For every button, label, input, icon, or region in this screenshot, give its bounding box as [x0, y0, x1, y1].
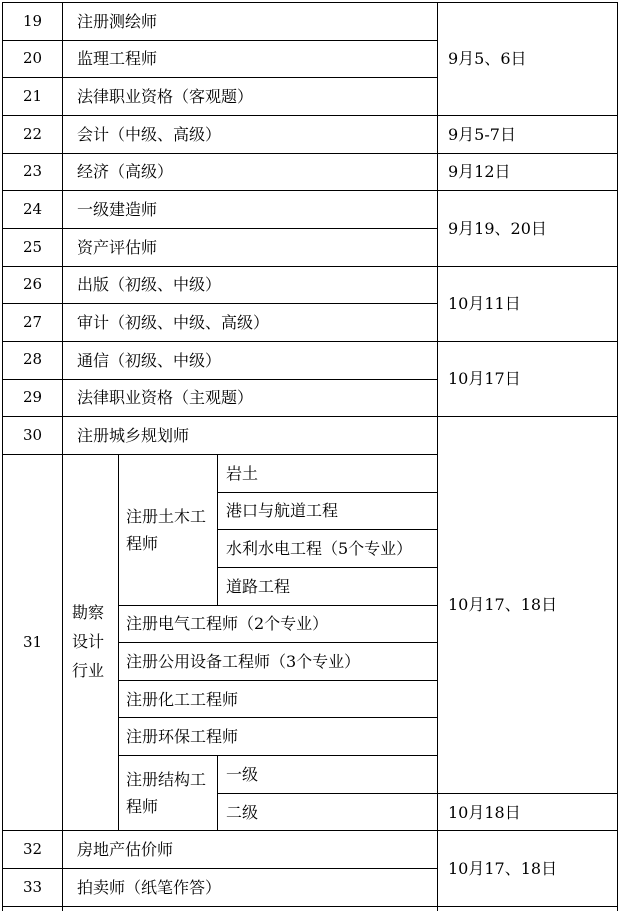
exam-name-cell: 注册城乡规划师: [63, 417, 438, 455]
row-number-cell: 26: [3, 266, 63, 304]
exam-name-cell: 会计（中级、高级）: [63, 115, 438, 153]
engineer-category-cell: 注册土木工程师: [119, 454, 218, 605]
exam-date-cell: 9月19、20日: [438, 191, 618, 266]
table-row: [3, 3, 618, 41]
exam-name-cell: 注册测绘师: [63, 3, 438, 41]
table-row: [3, 266, 618, 304]
exam-name-cell: 经济（高级）: [63, 153, 438, 191]
row-number-cell: 24: [3, 191, 63, 229]
engineer-category-cell: 注册公用设备工程师（3个专业）: [119, 643, 438, 681]
exam-name-cell: 出版（初级、中级）: [63, 266, 438, 304]
engineer-category-cell: 注册化工工程师: [119, 680, 438, 718]
specialty-cell: 一级: [218, 756, 438, 794]
row-number-cell: [3, 906, 63, 911]
specialty-cell: 岩土: [218, 454, 438, 492]
exam-name-cell: 一级建造师: [63, 191, 438, 229]
row-number-cell: 19: [3, 3, 63, 41]
exam-date-cell: 10月17、18日: [438, 831, 618, 906]
exam-name-cell: 法律职业资格（主观题）: [63, 379, 438, 417]
engineer-category-cell: 注册电气工程师（2个专业）: [119, 605, 438, 643]
exam-date-cell: 10月17日: [438, 341, 618, 416]
row-number-cell: 31: [3, 454, 63, 831]
exam-name-cell: 房地产估价师: [63, 831, 438, 869]
exam-schedule-table: [2, 2, 618, 911]
specialty-cell: 二级: [218, 793, 438, 831]
row-number-cell: 32: [3, 831, 63, 869]
row-number-cell: 22: [3, 115, 63, 153]
specialty-cell: 道路工程: [218, 567, 438, 605]
row-number-cell: 23: [3, 153, 63, 191]
table-row: [3, 115, 618, 153]
exam-date-cell: 10月11日: [438, 266, 618, 341]
exam-date-cell: 10月18日: [438, 793, 618, 831]
row-number-cell: 21: [3, 78, 63, 116]
row-number-cell: 29: [3, 379, 63, 417]
table-row-clipped: [3, 906, 618, 911]
table-row: [3, 341, 618, 379]
row-number-cell: 30: [3, 417, 63, 455]
table-row: [3, 153, 618, 191]
row-number-cell: 27: [3, 304, 63, 342]
exam-date-cell: [438, 906, 618, 911]
exam-name-cell: 审计（初级、中级、高级）: [63, 304, 438, 342]
exam-name-cell: 资产评估师: [63, 228, 438, 266]
exam-date-cell: 9月5、6日: [438, 3, 618, 116]
specialty-cell: 水利水电工程（5个专业）: [218, 530, 438, 568]
exam-name-cell: [63, 906, 438, 911]
engineer-category-cell: 注册结构工程师: [119, 756, 218, 831]
exam-name-cell: 法律职业资格（客观题）: [63, 78, 438, 116]
row-number-cell: 28: [3, 341, 63, 379]
engineer-category-cell: 注册环保工程师: [119, 718, 438, 756]
row-number-cell: 20: [3, 40, 63, 78]
exam-name-cell: 拍卖师（纸笔作答）: [63, 869, 438, 907]
row-number-cell: 33: [3, 869, 63, 907]
exam-date-cell: 9月12日: [438, 153, 618, 191]
table-row: [3, 831, 618, 869]
table-row: [3, 417, 618, 455]
exam-date-cell: 10月17、18日: [438, 417, 618, 794]
exam-name-cell: 监理工程师: [63, 40, 438, 78]
exam-date-cell: 9月5-7日: [438, 115, 618, 153]
industry-cell: 勘察设计行业: [63, 454, 119, 831]
exam-name-cell: 通信（初级、中级）: [63, 341, 438, 379]
table-row: [3, 191, 618, 229]
specialty-cell: 港口与航道工程: [218, 492, 438, 530]
row-number-cell: 25: [3, 228, 63, 266]
